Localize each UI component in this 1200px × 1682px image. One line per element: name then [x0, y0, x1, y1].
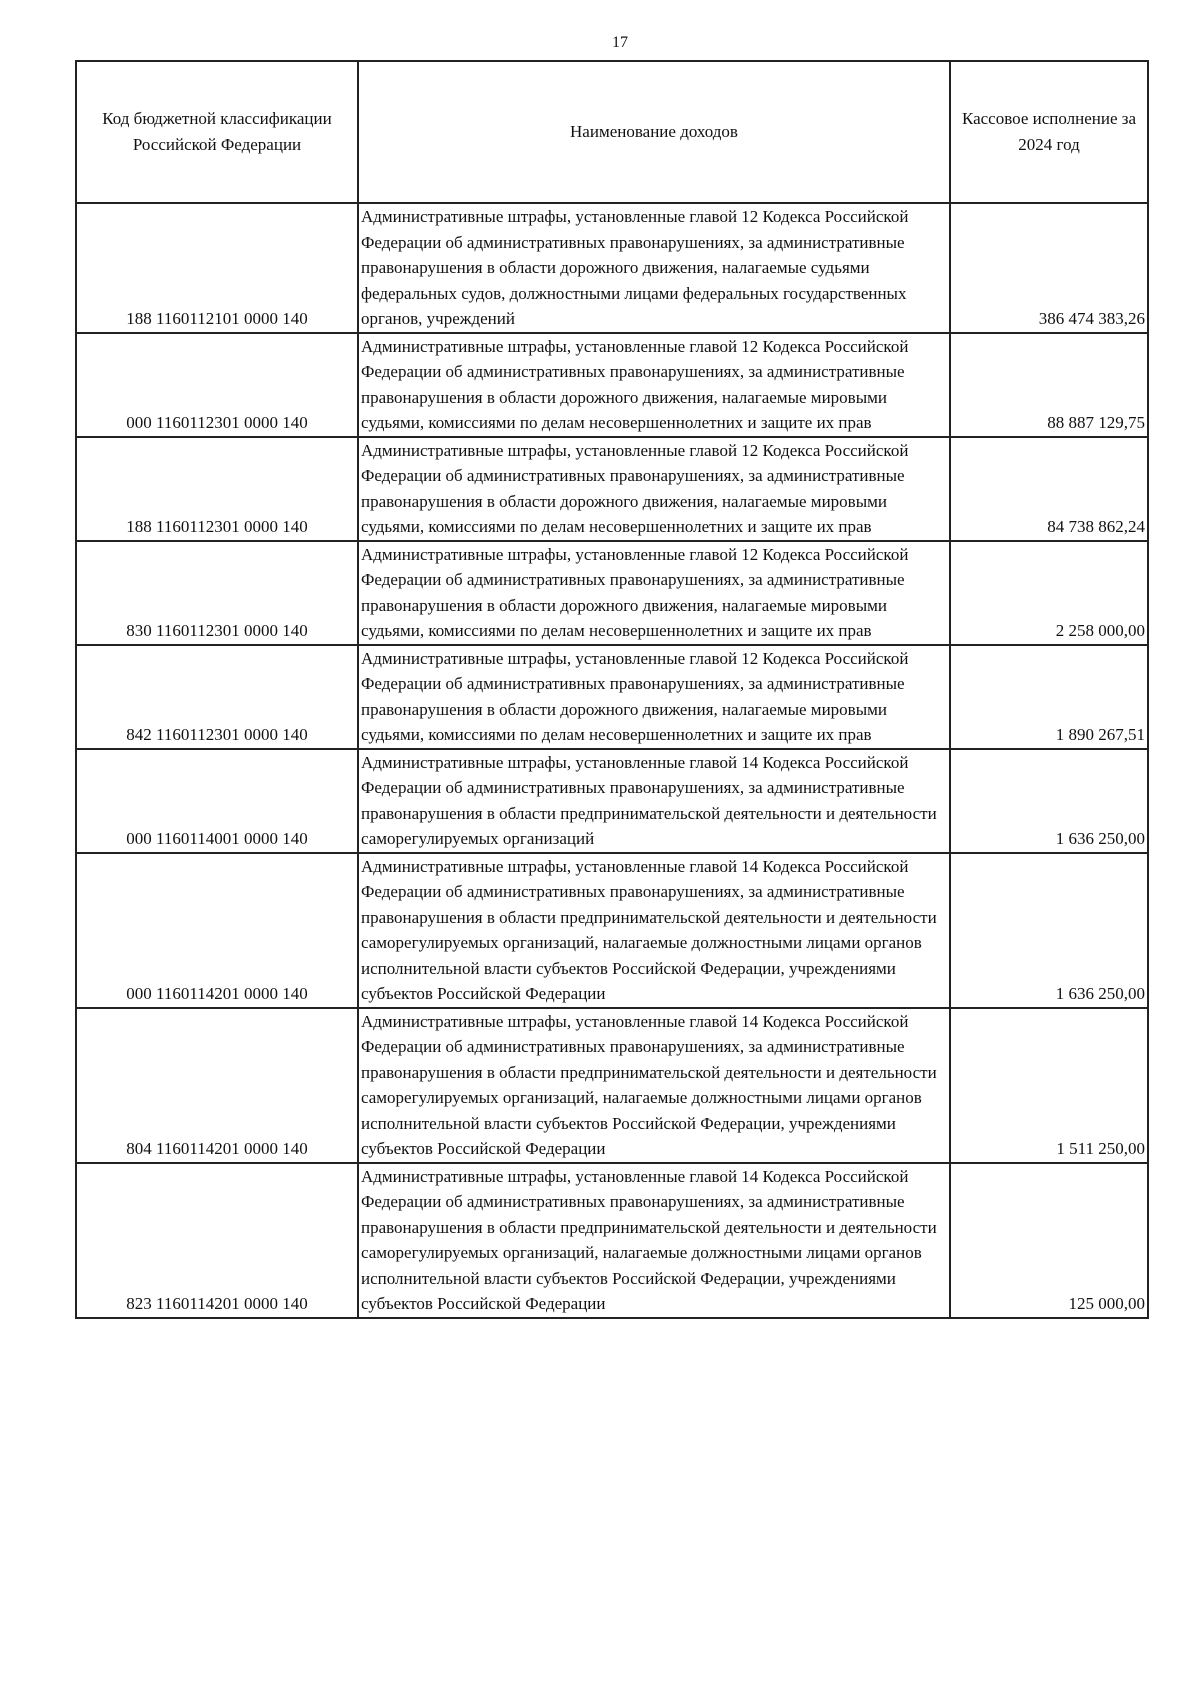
row-amount: 1 636 250,00	[950, 749, 1148, 853]
row-name: Административные штрафы, установленные главой 12 Кодекса Российской Федерации об административных правонарушениях, за административные правонарушения в области дорожного движения, налагаемые мировыми судьями, комиссиями по делам несовершеннолетних и защите их прав	[358, 333, 950, 437]
header-code: Код бюджетной классификации Российской Федерации	[76, 61, 358, 203]
row-amount: 125 000,00	[950, 1163, 1148, 1318]
row-amount: 84 738 862,24	[950, 437, 1148, 541]
table-header	[76, 61, 1148, 203]
row-code: 842 1160112301 0000 140	[76, 645, 358, 749]
header-name: Наименование доходов	[358, 61, 950, 203]
table-row	[76, 437, 1148, 541]
table-row	[76, 1008, 1148, 1163]
row-code: 000 1160114201 0000 140	[76, 853, 358, 1008]
row-code: 188 1160112301 0000 140	[76, 437, 358, 541]
table-row	[76, 749, 1148, 853]
row-name: Административные штрафы, установленные главой 12 Кодекса Российской Федерации об административных правонарушениях, за административные правонарушения в области дорожного движения, налагаемые судьями федеральных судов, должностными лицами федеральных государственных органов, учреждений	[358, 203, 950, 333]
page-number: 17	[612, 34, 628, 51]
row-code: 000 1160112301 0000 140	[76, 333, 358, 437]
header-amount: Кассовое исполнение за 2024 год	[950, 61, 1148, 203]
table-body	[76, 203, 1148, 1318]
row-amount: 386 474 383,26	[950, 203, 1148, 333]
table-row	[76, 333, 1148, 437]
row-amount: 1 636 250,00	[950, 853, 1148, 1008]
row-name: Административные штрафы, установленные главой 14 Кодекса Российской Федерации об административных правонарушениях, за административные правонарушения в области предпринимательской деятельности и деятельности саморегулируемых организаций, налагаемые должностными лицами органов исполнительной власти субъектов Российской Федерации, учреждениями субъектов Российской Федерации	[358, 1008, 950, 1163]
row-code: 830 1160112301 0000 140	[76, 541, 358, 645]
row-name: Административные штрафы, установленные главой 14 Кодекса Российской Федерации об административных правонарушениях, за административные правонарушения в области предпринимательской деятельности и деятельности саморегулируемых организаций	[358, 749, 950, 853]
row-amount: 88 887 129,75	[950, 333, 1148, 437]
row-code: 188 1160112101 0000 140	[76, 203, 358, 333]
table-row	[76, 1163, 1148, 1318]
header-row	[76, 61, 1148, 203]
row-name: Административные штрафы, установленные главой 14 Кодекса Российской Федерации об административных правонарушениях, за административные правонарушения в области предпринимательской деятельности и деятельности саморегулируемых организаций, налагаемые должностными лицами органов исполнительной власти субъектов Российской Федерации, учреждениями субъектов Российской Федерации	[358, 1163, 950, 1318]
row-code: 804 1160114201 0000 140	[76, 1008, 358, 1163]
row-name: Административные штрафы, установленные главой 12 Кодекса Российской Федерации об административных правонарушениях, за административные правонарушения в области дорожного движения, налагаемые мировыми судьями, комиссиями по делам несовершеннолетних и защите их прав	[358, 437, 950, 541]
row-name: Административные штрафы, установленные главой 12 Кодекса Российской Федерации об административных правонарушениях, за административные правонарушения в области дорожного движения, налагаемые мировыми судьями, комиссиями по делам несовершеннолетних и защите их прав	[358, 541, 950, 645]
row-code: 000 1160114001 0000 140	[76, 749, 358, 853]
revenue-table	[75, 60, 1149, 1319]
row-code: 823 1160114201 0000 140	[76, 1163, 358, 1318]
table-row	[76, 853, 1148, 1008]
table-row	[76, 203, 1148, 333]
row-amount: 2 258 000,00	[950, 541, 1148, 645]
row-name: Административные штрафы, установленные главой 12 Кодекса Российской Федерации об административных правонарушениях, за административные правонарушения в области дорожного движения, налагаемые мировыми судьями, комиссиями по делам несовершеннолетних и защите их прав	[358, 645, 950, 749]
table-row	[76, 541, 1148, 645]
row-name: Административные штрафы, установленные главой 14 Кодекса Российской Федерации об административных правонарушениях, за административные правонарушения в области предпринимательской деятельности и деятельности саморегулируемых организаций, налагаемые должностными лицами органов исполнительной власти субъектов Российской Федерации, учреждениями субъектов Российской Федерации	[358, 853, 950, 1008]
table-row	[76, 645, 1148, 749]
row-amount: 1 890 267,51	[950, 645, 1148, 749]
row-amount: 1 511 250,00	[950, 1008, 1148, 1163]
